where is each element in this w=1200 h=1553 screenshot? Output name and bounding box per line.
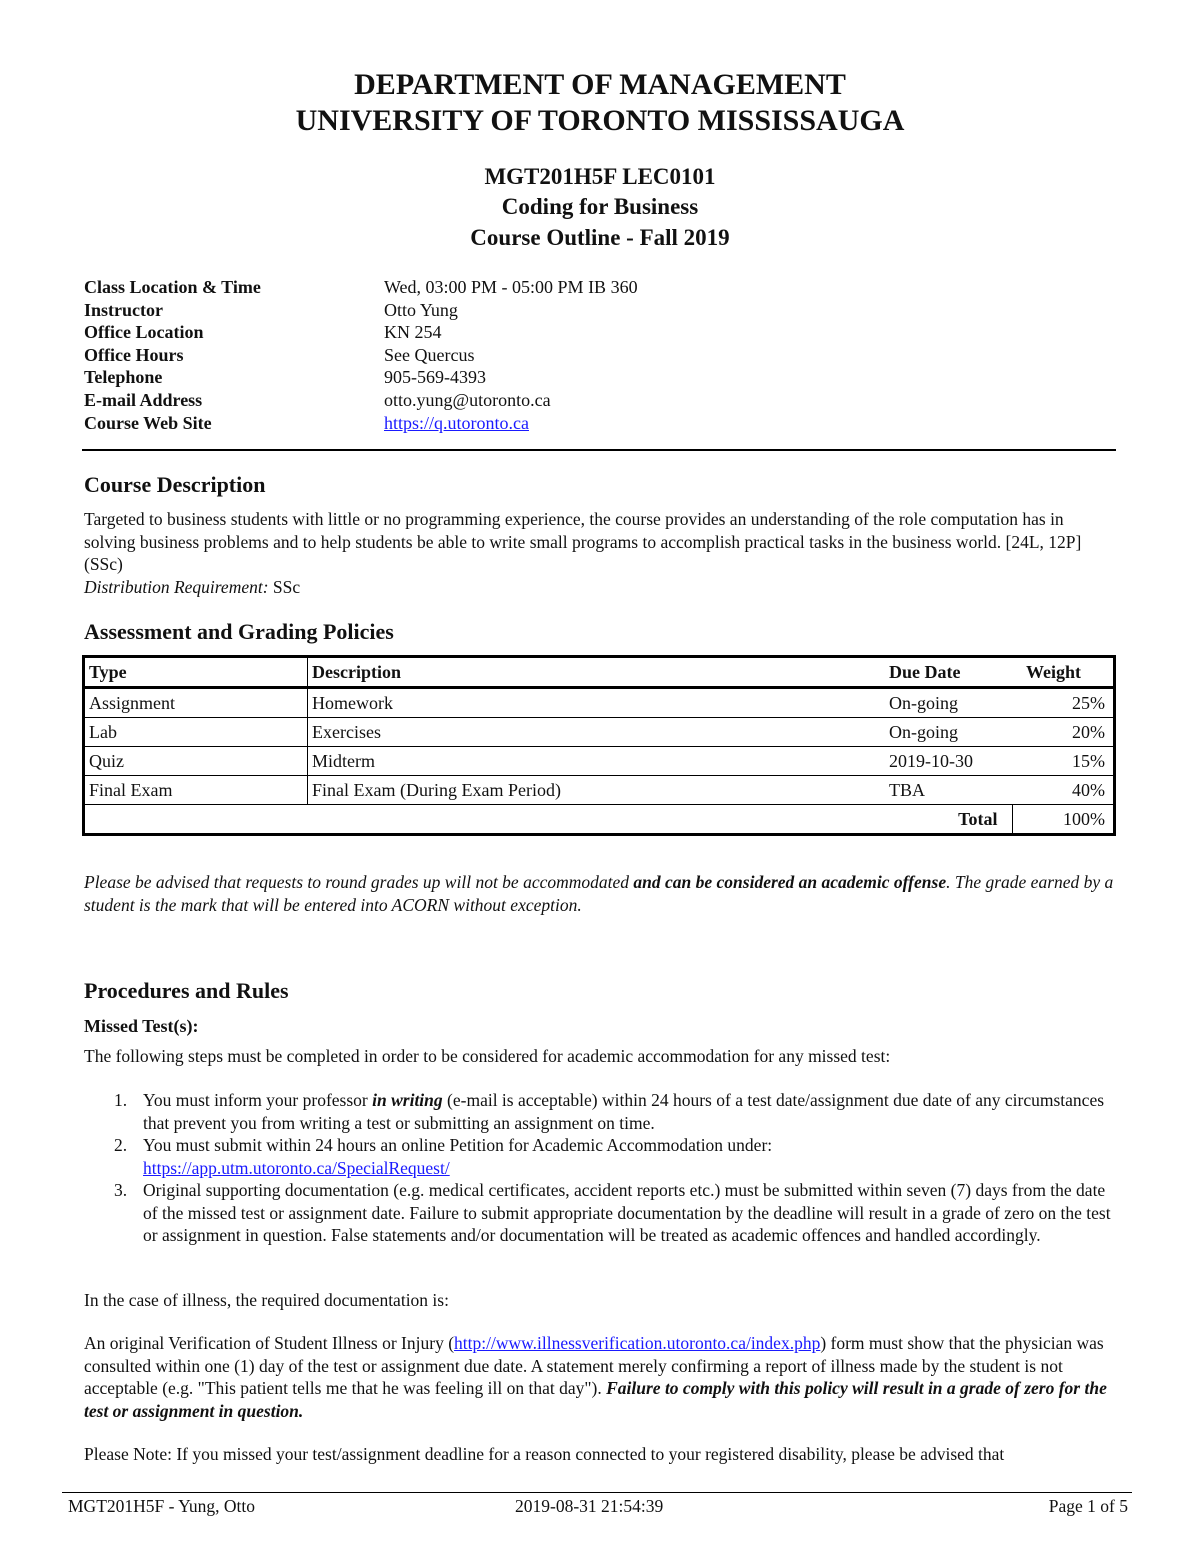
cell-description: Homework	[308, 688, 886, 718]
please-note-text: Please Note: If you missed your test/assignment deadline for a reason connected to your registered disability, please be advised that	[84, 1444, 1005, 1464]
info-label: Telephone	[84, 367, 163, 388]
procedures-heading: Procedures and Rules	[84, 978, 289, 1003]
column-header-weight: Weight	[1012, 657, 1115, 688]
outline-term: Course Outline - Fall 2019	[470, 225, 730, 250]
cell-due-date: On-going	[885, 718, 1012, 747]
cell-weight: 40%	[1012, 776, 1115, 805]
column-header-description: Description	[308, 657, 886, 688]
list-item	[84, 1089, 1118, 1134]
step-text-end: (e-mail is acceptable) within 24 hours of a test date/assignment due date of any circumstances that prevent you from writing a test or submitting an assignment on time.	[143, 1090, 1105, 1133]
cell-weight: 25%	[1012, 688, 1115, 718]
course-code: MGT201H5F LEC0101	[484, 164, 716, 189]
step-number: 1.	[114, 1090, 128, 1110]
illness-text: An original Verification of Student Illness or Injury (	[84, 1333, 455, 1353]
total-value: 100%	[1012, 805, 1115, 835]
distribution-value: SSc	[272, 576, 301, 597]
footer-timestamp: 2019-08-31 21:54:39	[515, 1496, 664, 1516]
footer-course-instructor: MGT201H5F - Yung, Otto	[68, 1496, 255, 1516]
info-value: 905-569-4393	[384, 367, 486, 388]
column-header-type: Type	[84, 657, 308, 688]
department-title: DEPARTMENT OF MANAGEMENT	[354, 68, 846, 101]
assessment-heading: Assessment and Grading Policies	[84, 619, 394, 644]
grading-table	[82, 655, 1116, 836]
info-label: E-mail Address	[84, 389, 203, 410]
cell-type: Assignment	[84, 688, 308, 718]
info-value: See Quercus	[384, 344, 475, 365]
info-label: Instructor	[84, 299, 163, 320]
step-text: You must inform your professor	[143, 1090, 373, 1110]
course-description-text	[84, 508, 1118, 598]
info-label: Class Location & Time	[84, 277, 261, 297]
table-total-row	[84, 805, 1115, 835]
note-emphasis: and can be considered an academic offense	[633, 872, 947, 892]
table-row	[84, 688, 1115, 718]
note-text-end: . The grade earned by a student is the mark that will be entered into ACORN without exception.	[84, 872, 1114, 915]
missed-tests-intro: The following steps must be completed in order to be considered for academic accommodation for any missed test:	[84, 1046, 891, 1066]
cell-due-date: TBA	[885, 776, 1012, 805]
info-value: Otto Yung	[384, 299, 458, 320]
course-description-heading: Course Description	[84, 472, 266, 497]
note-text: Please be advised that requests to round grades up will not be accommodated	[84, 872, 634, 892]
step-number: 2.	[114, 1135, 128, 1155]
illness-warning: Failure to comply with this policy will result in a grade of zero for the test or assignment in question.	[84, 1378, 1107, 1421]
info-value: Wed, 03:00 PM - 05:00 PM IB 360	[384, 277, 638, 297]
cell-due-date: 2019-10-30	[885, 747, 1012, 776]
info-label: Office Hours	[84, 344, 184, 365]
cell-description: Final Exam (During Exam Period)	[308, 776, 886, 805]
column-header-due-date: Due Date	[885, 657, 1012, 688]
email-value: otto.yung@utoronto.ca	[384, 389, 551, 410]
step-text: Original supporting documentation (e.g. medical certificates, accident reports etc.) must be submitted within seven (7) days from the date of the missed test or assignment date. Failure to submit appropriate documentation by the deadline will result in a grade of zero on the test or assignment in question. False statements and/or documentation will be treated as academic offences and handled accordingly.	[143, 1180, 1111, 1245]
info-value: KN 254	[384, 322, 442, 343]
table-row	[84, 776, 1115, 805]
footer-divider	[62, 1492, 1132, 1493]
illness-intro: In the case of illness, the required documentation is:	[84, 1290, 449, 1310]
course-title: Coding for Business	[501, 194, 699, 219]
cell-description: Midterm	[308, 747, 886, 776]
missed-tests-subheading: Missed Test(s):	[84, 1016, 199, 1036]
step-number: 3.	[114, 1180, 128, 1200]
cell-type: Quiz	[84, 747, 308, 776]
description-body: Targeted to business students with little or no programming experience, the course provides an understanding of the role computation has in solving business problems and to help students be able to write small programs to accomplish practical tasks in the business world. [24L, 12P] (SSc)	[84, 509, 1082, 574]
step-emphasis: in writing	[372, 1090, 443, 1110]
special-request-link[interactable]: https://app.utm.utoronto.ca/SpecialRequest/	[143, 1157, 450, 1178]
cell-weight: 15%	[1012, 747, 1115, 776]
table-header-row	[84, 657, 1115, 688]
step-text: You must submit within 24 hours an online Petition for Academic Accommodation under:	[143, 1135, 773, 1155]
cell-type: Final Exam	[84, 776, 308, 805]
missed-test-steps	[84, 1089, 1118, 1247]
total-label: Total	[84, 805, 1013, 835]
info-label: Office Location	[84, 322, 204, 343]
table-row	[84, 718, 1115, 747]
list-item	[84, 1134, 1118, 1179]
cell-description: Exercises	[308, 718, 886, 747]
illness-text-cont: ) form must show that the physician was consulted within one (1) day of the test or assignment due date. A statement merely confirming a report of illness made by the student is not acceptable (e.g. "This patient tells me that he was feeling ill on that day").	[84, 1333, 1104, 1398]
distribution-label: Distribution Requirement:	[84, 576, 269, 597]
cell-type: Lab	[84, 718, 308, 747]
section-divider	[82, 449, 1116, 451]
illness-paragraph	[84, 1332, 1118, 1422]
cell-weight: 20%	[1012, 718, 1115, 747]
table-row	[84, 747, 1115, 776]
grade-rounding-note	[84, 871, 1118, 916]
footer-page-number: Page 1 of 5	[1048, 1496, 1128, 1516]
university-title: UNIVERSITY OF TORONTO MISSISSAUGA	[295, 104, 905, 137]
list-item	[84, 1179, 1118, 1247]
info-label: Course Web Site	[84, 412, 212, 433]
illness-verification-link[interactable]: http://www.illnessverification.utoronto.ca/index.php	[454, 1333, 821, 1353]
cell-due-date: On-going	[885, 688, 1012, 718]
course-website-link[interactable]: https://q.utoronto.ca	[384, 412, 529, 433]
